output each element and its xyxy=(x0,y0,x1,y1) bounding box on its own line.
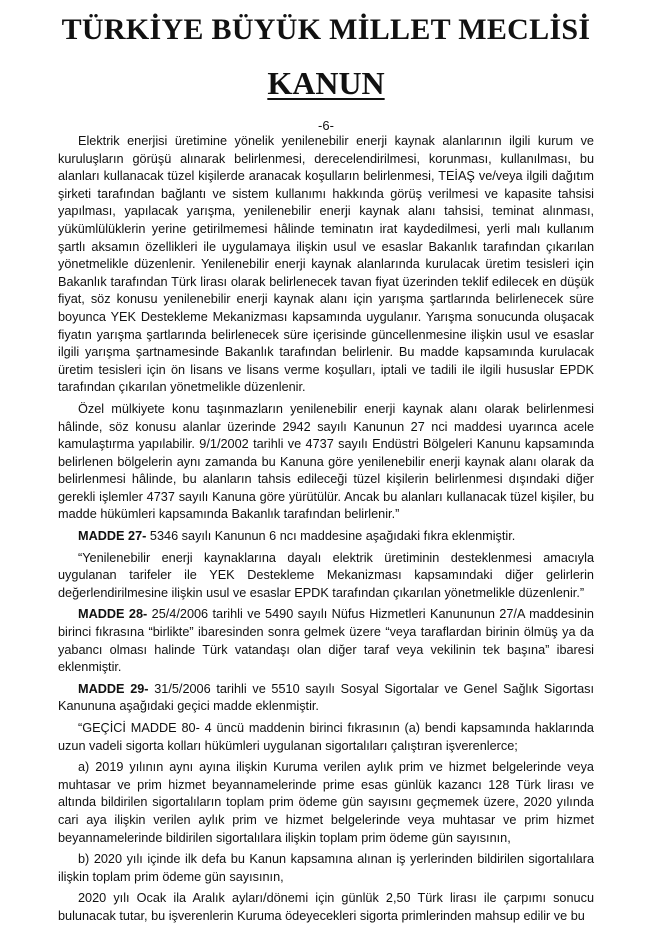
article-28-paragraph xyxy=(58,606,594,676)
document-header-title: TÜRKİYE BÜYÜK MİLLET MECLİSİ xyxy=(61,13,591,46)
article-29-paragraph xyxy=(58,681,594,716)
paragraph: “Yenilenebilir enerji kaynaklarına dayalı elektrik üretiminin desteklenmesi amacıyla uygulanan tarifeler ile YEK Destekleme Mekanizması kapsamındaki diğer gelirlerin değerlendirilmesine ilişkin usul ve esaslar EPDK tarafından çıkarılan yönetmelikle düzenlenir.” xyxy=(58,550,594,600)
article-27-label: MADDE 27- xyxy=(78,529,147,544)
article-28-label: MADDE 28- xyxy=(78,607,148,622)
paragraph: a) 2019 yılının aynı ayına ilişkin Kuruma verilen aylık prim ve hizmet belgelerinde veya muhtasar ve prim hizmet beyannamelerinde prime esas günlük kazancı 128 Türk lirası ve altında bildirilen sigortalıların toplam prim ödeme gün sayısını geçmemek üzere, 2020 yılında cari aya ilişkin verilen aylık prim ve hizmet belgelerinde veya muhtasar ve prim hizmet beyannamelerinde bildirilen sigortalılara ilişkin toplam prim ödeme gün sayısının, xyxy=(58,760,594,845)
article-28-text: 25/4/2006 tarihli ve 5490 sayılı Nüfus Hizmetleri Kanununun 27/A maddesinin birinci fıkrasına “birlikte” ibaresinden sonra gelmek üzere “veya taraflardan birinin ölmüş ya da yabancı olması halinde Türk vatandaşı olan diğer taraf veya vekilinin tek başına” ibaresi eklenmiştir. xyxy=(58,607,594,675)
article-27-text: 5346 sayılı Kanunun 6 ncı maddesine aşağıdaki fıkra eklenmiştir. xyxy=(146,529,516,544)
article-27-paragraph xyxy=(58,528,594,546)
document-type-heading: KANUN xyxy=(267,65,385,101)
paragraph: “GEÇİCİ MADDE 80- 4 üncü maddenin birinci fıkrasının (a) bendi kapsamında haklarında uzun vadeli sigorta kolları hükümleri uygulanan sigortalıları çalıştıran işverenlerce; xyxy=(58,721,594,753)
paragraph: 2020 yılı Ocak ila Aralık ayları/dönemi için günlük 2,50 Türk lirası ile çarpımı sonucu bulunacak tutar, bu işverenlerin Kuruma ödeyecekleri sigorta primlerinden mahsup edilir ve bu xyxy=(58,891,594,923)
paragraph: b) 2020 yılı içinde ilk defa bu Kanun kapsamına alınan iş yerlerinden bildirilen sigortalılara ilişkin toplam prim ödeme gün sayısının, xyxy=(58,852,594,884)
document-body xyxy=(58,133,594,926)
paragraph: Özel mülkiyete konu taşınmazların yenilenebilir enerji kaynak alanı olarak belirlenmesi hâlinde, söz konusu alanlar üzerinde 2942 sayılı Kanunun 27 nci maddesi uyarınca acele kamulaştırma yapılabilir. 9/1/2002 tarihli ve 4737 sayılı Endüstri Bölgeleri Kanunu kapsamında belirlenen bölgelerin aynı zamanda bu Kanuna göre yenilenebilir enerji kaynak alanı olarak da belirlenmesi hâlinde, bu alanların tahsis edileceği tüzel kişilerin belirlenmesi dışındaki diğer gerekli işlemler 4737 sayılı Kanuna göre yürütülür. Ancak bu alanları kullanacak tüzel kişiler, bu madde hükümleri kapsamında Bakanlık tarafından belirlenir.” xyxy=(58,401,594,522)
paragraph: Elektrik enerjisi üretimine yönelik yenilenebilir enerji kaynak alanlarının ilgili kurum ve kuruluşların görüşü alınarak belirlenmesi, derecelendirilmesi, korunması, kullanılması, bu alanları kullanacak tüzel kişilerde aranacak koşulların belirlenmesi, TEİAŞ ve/veya ilgili dağıtım şirketi tarafından bağlantı ve sistem kullanımı hakkında görüş verilmesi ve kapasite tahsisi yapılması, yapılacak yarışma, yenilenebilir enerji kaynak alanı tahsisi, teminat alınması, yükümlülüklerin yerine getirilmemesi hâlinde teminatın irat kaydedilmesi, yerli malı kullanım şartlı aksamın özellikleri ile uygulamaya ilişkin usul ve esaslar Bakanlık tarafından çıkarılan yönetmelikle düzenlenir. Yenilenebilir enerji kaynak alanlarında kurulacak üretim tesisleri için Bakanlık tarafından Türk lirası olarak belirlenecek tavan fiyat üzerinden teklif edilecek en düşük fiyat, söz konusu yenilenebilir enerji kaynak alanı için yarışma şartlarında belirlenecek süre boyunca YEK Destekleme Mekanizması kapsamında uygulanır. Yarışma sonucunda oluşacak fiyatın yarışma şartlarında belirlenecek süre içerisinde güncellenmesine ilişkin usul ve esaslar ilgili yarışma şartnamesinde Bakanlık tarafından belirlenir. Bu madde kapsamında kurulacak üretim tesisleri için ön lisans ve lisans verme koşulları, iptali ve tadili ile ilgili hususlar EPDK tarafından çıkarılan yönetmelikle düzenlenir. xyxy=(58,134,594,395)
page-number: -6- xyxy=(318,118,334,133)
article-29-text: 31/5/2006 tarihli ve 5510 sayılı Sosyal Sigortalar ve Genel Sağlık Sigortası Kanununa aşağıdaki geçici madde eklenmiştir. xyxy=(58,681,594,714)
article-29-label: MADDE 29- xyxy=(78,681,149,696)
